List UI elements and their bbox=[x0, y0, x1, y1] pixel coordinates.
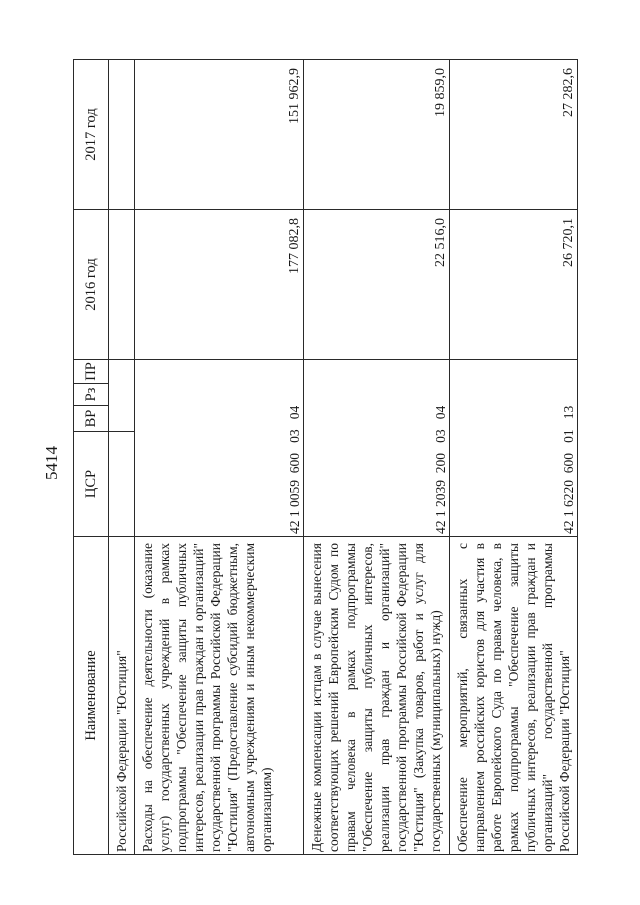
row-rz: 01 bbox=[561, 429, 576, 443]
row-value-2017: 19 859,0 bbox=[433, 68, 448, 117]
row-vr: 200 bbox=[433, 453, 448, 474]
row-value-2016: 177 082,8 bbox=[287, 218, 302, 274]
row-csr: 42 1 6220 bbox=[561, 480, 576, 534]
row-value-2016: 26 720,1 bbox=[561, 218, 576, 267]
budget-table-rotated bbox=[73, 60, 609, 855]
row-pr: 04 bbox=[287, 405, 302, 420]
row-vr: 600 bbox=[561, 453, 576, 474]
row-codes bbox=[286, 362, 303, 534]
header-vr: ВР bbox=[74, 406, 109, 432]
group-title: Российской Федерации "Юстиция" bbox=[114, 650, 129, 852]
table-group-row bbox=[109, 60, 135, 855]
row-description: Расходы на обеспечение деятельности (оказание услуг) государственных учреждений в рамках подпрограммы "Обеспечение защиты публичных интересов, реализации прав граждан и организаций" государственной программы Российской Федерации "Юстиция" (Предоставление субсидий бюджетным, автономным учреждениям и иным некоммерческим организациям) bbox=[140, 543, 274, 852]
row-codes bbox=[432, 362, 449, 534]
row-rz: 03 bbox=[433, 429, 448, 443]
row-vr: 600 bbox=[287, 453, 302, 474]
row-value-2017: 151 962,9 bbox=[287, 68, 302, 124]
table-row bbox=[135, 60, 304, 855]
header-name: Наименование bbox=[74, 537, 109, 855]
row-description: Обеспечение мероприятий, связанных с направлением российских юристов для участия в работе Европейского Суда по правам человека, в рамках подпрограммы "Обеспечение защиты публичных интересов, реализации прав граждан и организаций" государственной программы Российской Федерации "Юстиция" bbox=[455, 543, 572, 852]
header-pr: ПР bbox=[74, 360, 109, 384]
budget-table bbox=[73, 59, 578, 855]
header-2017: 2017 год bbox=[74, 60, 109, 210]
row-codes bbox=[560, 362, 577, 534]
row-rz: 03 bbox=[287, 429, 302, 443]
row-value-2017: 27 282,6 bbox=[561, 68, 576, 117]
row-pr: 13 bbox=[561, 405, 576, 420]
row-csr: 42 1 0059 bbox=[287, 480, 302, 534]
header-csr: ЦСР bbox=[74, 432, 109, 537]
row-csr: 42 1 2039 bbox=[433, 480, 448, 534]
table-row bbox=[304, 60, 450, 855]
table-row bbox=[450, 60, 578, 855]
table-header-row bbox=[74, 60, 109, 855]
row-value-2016: 22 516,0 bbox=[433, 218, 448, 267]
row-description: Денежные компенсации истцам в случае вынесения соответствующих решений Европейским Судом по правам человека в рамках подпрограммы "Обеспечение защиты публичных интересов, реализации прав граждан и организаций" государственной программы Российской Федерации "Юстиция" (Закупка товаров, работ и услуг для государственных (муниципальных) нужд) bbox=[309, 543, 443, 852]
page-number: 5414 bbox=[42, 446, 61, 480]
header-2016: 2016 год bbox=[74, 210, 109, 360]
header-rz: Рз bbox=[74, 384, 109, 406]
row-pr: 04 bbox=[433, 405, 448, 420]
